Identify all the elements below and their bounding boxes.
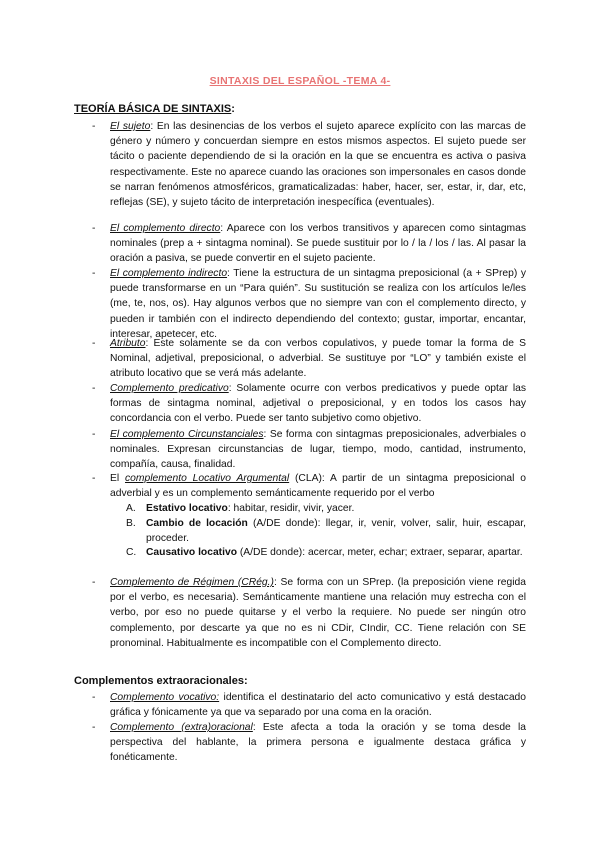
list-item-atributo: [92, 336, 526, 382]
list-item-complemento-extraoracional: [92, 720, 526, 766]
bullet-dash: -: [92, 722, 96, 733]
item-text: (CLA): A partir de un sintagma preposicional o adverbial y es un complemento semánticamente requerido por el verbo: [110, 473, 526, 500]
section-heading-text: TEORÍA BÁSICA DE SINTAXIS: [74, 103, 232, 115]
bullet-dash: -: [92, 577, 96, 588]
bullet-dash: -: [92, 338, 96, 349]
heading-colon: :: [231, 103, 235, 115]
sublist-text: (A/DE donde): llegar, ir, venir, volver, salir, huir, escapar, proceder.: [146, 518, 527, 545]
bullet-dash: -: [92, 429, 96, 440]
item-label: El complemento indirecto: [110, 268, 228, 279]
item-text: : Solamente ocurre con verbos predicativos y puede optar las formas de sintagma nominal, adjetival o preposicional, y en todos los casos hay concordancia con el verbo. Puede ser tanto subjetivo como objetivo.: [110, 383, 526, 425]
item-text: : Este solamente se da con verbos copulativos, y puede tomar la forma de S Nominal, adjetival, preposicional, o adverbial. Se sustituye por “LO” y también existe el atributo locativo que se verá más adelante.: [110, 338, 526, 380]
bullet-dash: -: [92, 268, 96, 279]
sublist-bold-label: Causativo locativo: [146, 547, 237, 558]
document-title: SINTAXIS DEL ESPAÑOL -TEMA 4-: [209, 75, 391, 87]
bullet-dash: -: [92, 121, 96, 132]
item-text: : Aparece con los verbos transitivos y aparecen como sintagmas nominales (prep a + sintagma nominal). Se puede sustituir por lo / la / los / las. Al pasar la oración a pasiva, se puede convertir en el sujeto paciente.: [110, 223, 526, 265]
list-item-complemento-vocativo: [92, 690, 526, 720]
item-label: Complemento predicativo: [110, 383, 229, 394]
section-heading-teoria: [74, 103, 235, 115]
item-text: : Tiene la estructura de un sintagma preposicional (a + SPrep) y puede transformarse en un “Para quién”. Su sustitución se realiza con los artículos le/les (me, te, nos, os). Hay algunos verbos que no siempre van con el complemento directo, y pueden ir también con el indirecto dependiendo del contexto; gustar, importar, encantar, interesar, apetecer, etc.: [110, 268, 526, 340]
list-item-complemento-predicativo: [92, 381, 526, 427]
item-label: Complemento de Régimen (CRég.): [110, 577, 274, 588]
heading-colon: :: [243, 675, 248, 687]
bullet-dash: -: [92, 383, 96, 394]
bullet-dash: -: [92, 473, 96, 484]
item-label: Atributo: [110, 338, 146, 349]
item-label: Complemento (extra)oracional: [110, 722, 253, 733]
list-item-complemento-locativo: [92, 471, 526, 501]
list-item-sujeto: [92, 119, 526, 210]
list-item-complemento-indirecto: [92, 266, 526, 342]
sublist-text: (A/DE donde): acercar, meter, echar; extraer, separar, apartar.: [236, 547, 523, 558]
item-label: El complemento Circunstanciales: [110, 429, 264, 440]
item-text: : Se forma con sintagmas preposicionales, adverbiales o nominales. Expresan circunstancias de lugar, tiempo, modo, cantidad, instrumento, compañía, causa, finalidad.: [110, 429, 526, 471]
list-item-complemento-circunstancial: [92, 427, 526, 473]
item-label: complemento Locativo Argumental: [125, 473, 290, 484]
sublist-item-a: [126, 501, 526, 516]
item-text: : Este afecta a toda la oración y se toma desde la perspectiva del hablante, la primera persona e igualmente destaca gráfica y fonéticamente.: [110, 722, 526, 764]
sublist-item-b: [126, 516, 526, 546]
item-text: : Se forma con un SPrep. (la preposición viene regida por el verbo, es necesaria). Semánticamente mantiene una relación muy estrecha con el verbo, por eso no puede quitarse y el verbo la requiere. No puede ser ningún otro complemento, por descarte ya que no es ni CDir, CIndir, CC. Tiene relación con SE pronominal. Habitualmente es incompatible con el Complemento directo.: [110, 577, 526, 649]
sublist-bold-label: Estativo locativo: [146, 503, 228, 514]
item-label: El complemento directo: [110, 223, 221, 234]
list-item-complemento-regimen: [92, 575, 526, 651]
item-label: Complemento vocativo:: [110, 692, 220, 703]
item-text: : En las desinencias de los verbos el sujeto aparece explícito con las marcas de género y número y concuerdan siempre en estos mismos aspectos. El sujeto puede ser tácito o paciente dependiendo de si la oración en la que se encuentra es activa o pasiva respectivamente. Este no aparece cuando las oraciones son impersonales en casos donde se narran fenómenos atmosféricos, gramaticalizadas: haber, hacer, ser, estar, ir, dar, etc, reflejas (SE), y sujeto tácito de interpretación inespecífica (eventuales).: [110, 121, 526, 209]
bullet-dash: -: [92, 223, 96, 234]
sublist-bold-label: Cambio de locación: [146, 518, 248, 529]
sublist-item-c: [126, 545, 526, 560]
item-prefix: El: [110, 473, 126, 484]
list-item-complemento-directo: [92, 221, 526, 267]
sublist-letter: C.: [126, 547, 137, 558]
bullet-dash: -: [92, 692, 96, 703]
item-text: identifica el destinatario del acto comunicativo y está destacado gráfica y fónicamente ya que va separado por una coma en la oración.: [110, 692, 526, 719]
sublist-letter: B.: [126, 518, 136, 529]
item-label: El sujeto: [110, 121, 151, 132]
section-heading-extraoracionales: [74, 675, 248, 687]
section-heading-text: Complementos extraoracionales: [74, 675, 244, 687]
sublist-text: : habitar, residir, vivir, yacer.: [227, 503, 355, 514]
sublist-letter: A.: [126, 503, 136, 514]
